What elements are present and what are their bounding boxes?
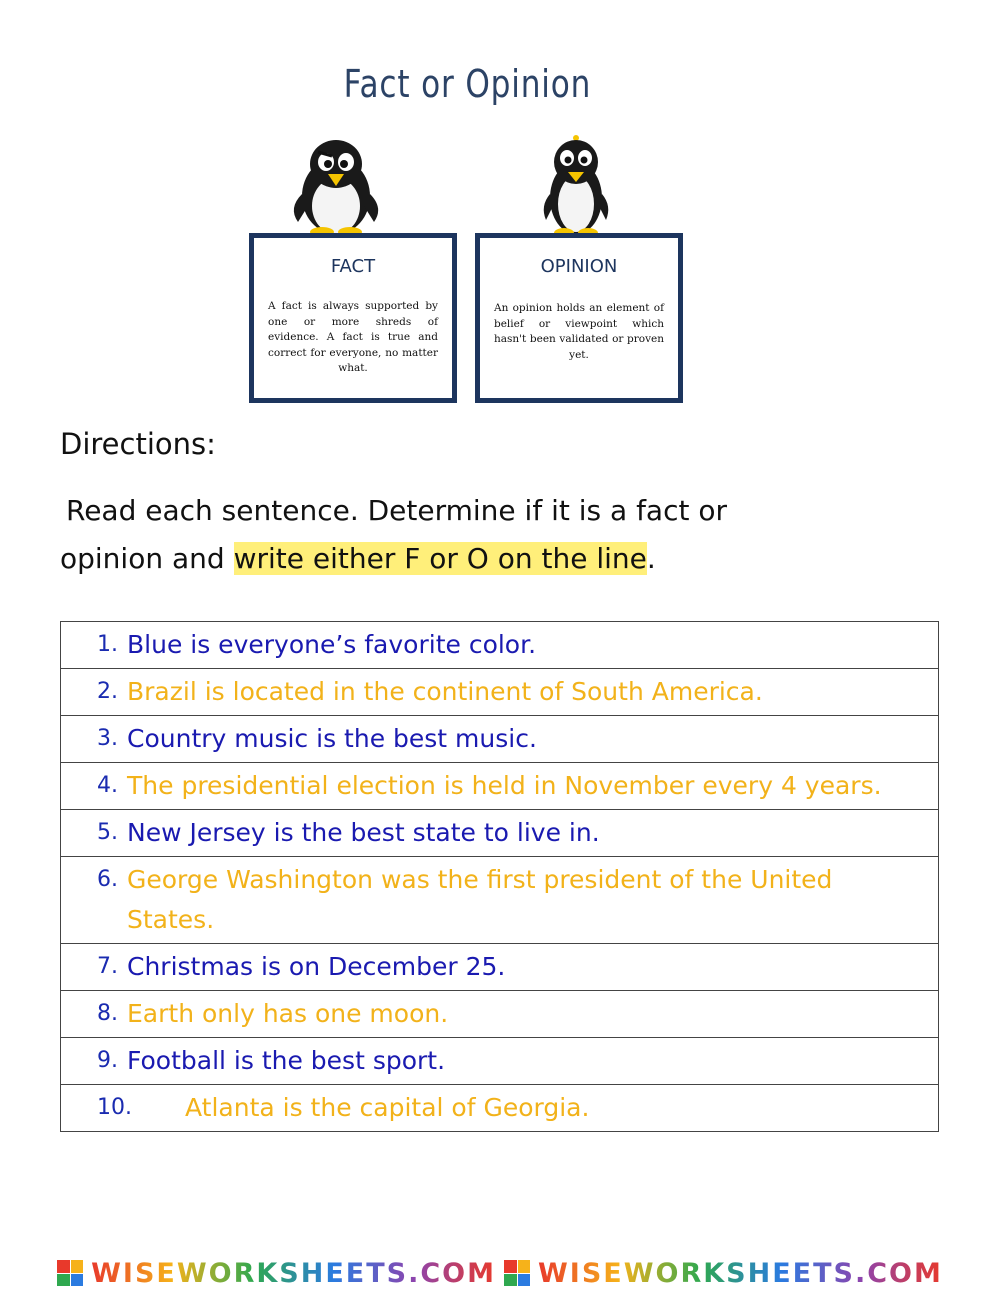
item-number: 3. bbox=[97, 726, 118, 751]
directions-line-2 bbox=[60, 535, 860, 583]
item-number: 5. bbox=[97, 820, 118, 845]
table-row bbox=[61, 716, 939, 763]
footer-watermark bbox=[0, 1255, 1000, 1291]
watermark-text-1: WISEWORKSHEETS.COM bbox=[91, 1257, 496, 1289]
directions-highlight: write either F or O on the line bbox=[233, 542, 647, 575]
item-text: Atlanta is the capital of Georgia. bbox=[185, 1093, 590, 1122]
item-number: 4. bbox=[97, 773, 118, 798]
wiseworksheets-logo-icon bbox=[504, 1260, 530, 1286]
table-row bbox=[61, 991, 939, 1038]
table-row bbox=[61, 857, 939, 944]
item-text: Christmas is on December 25. bbox=[127, 952, 506, 981]
table-row bbox=[61, 669, 939, 716]
directions-label: Directions: bbox=[60, 427, 216, 461]
item-number: 2. bbox=[97, 679, 118, 704]
item-number: 6. bbox=[97, 867, 118, 892]
opinion-card bbox=[475, 233, 683, 403]
item-text: The presidential election is held in November every 4 years. bbox=[127, 771, 882, 800]
fact-card-body: A fact is always supported by one or more shreds of evidence. A fact is true and correct for everyone, no matter what. bbox=[268, 300, 438, 374]
fact-card bbox=[249, 233, 457, 403]
directions-line-1: Read each sentence. Determine if it is a fact or bbox=[66, 494, 728, 527]
table-row bbox=[61, 622, 939, 669]
watermark-text-2: WISEWORKSHEETS.COM bbox=[538, 1257, 943, 1289]
directions-line-2-start: opinion and bbox=[60, 542, 234, 575]
table-row bbox=[61, 1038, 939, 1085]
item-text: Country music is the best music. bbox=[127, 724, 537, 753]
item-text: Blue is everyone’s favorite color. bbox=[127, 630, 537, 659]
table-row bbox=[61, 810, 939, 857]
item-text: New Jersey is the best state to live in. bbox=[127, 818, 600, 847]
item-text: George Washington was the first president of the United States. bbox=[127, 865, 833, 934]
item-text: Brazil is located in the continent of South America. bbox=[127, 677, 763, 706]
opinion-card-body: An opinion holds an element of belief or viewpoint which hasn't been validated or proven yet. bbox=[494, 302, 664, 361]
worksheet-title: Fact or Opinion bbox=[343, 62, 592, 106]
item-number: 9. bbox=[97, 1048, 118, 1073]
item-text: Earth only has one moon. bbox=[127, 999, 449, 1028]
item-number: 7. bbox=[97, 954, 118, 979]
penguin-opinion-icon bbox=[536, 134, 616, 238]
directions-text bbox=[60, 487, 860, 583]
table-row bbox=[61, 763, 939, 810]
item-number: 1. bbox=[97, 632, 118, 657]
directions-line-2-end: . bbox=[646, 542, 656, 575]
item-number: 10. bbox=[97, 1095, 132, 1120]
item-text: Football is the best sport. bbox=[127, 1046, 446, 1075]
penguin-fact-icon bbox=[284, 138, 388, 238]
table-row bbox=[61, 944, 939, 991]
sentences-table bbox=[60, 621, 939, 1132]
wiseworksheets-logo-icon bbox=[57, 1260, 83, 1286]
opinion-card-title: OPINION bbox=[540, 256, 618, 277]
item-number: 8. bbox=[97, 1001, 118, 1026]
table-row bbox=[61, 1085, 939, 1132]
fact-card-title: FACT bbox=[330, 256, 376, 277]
